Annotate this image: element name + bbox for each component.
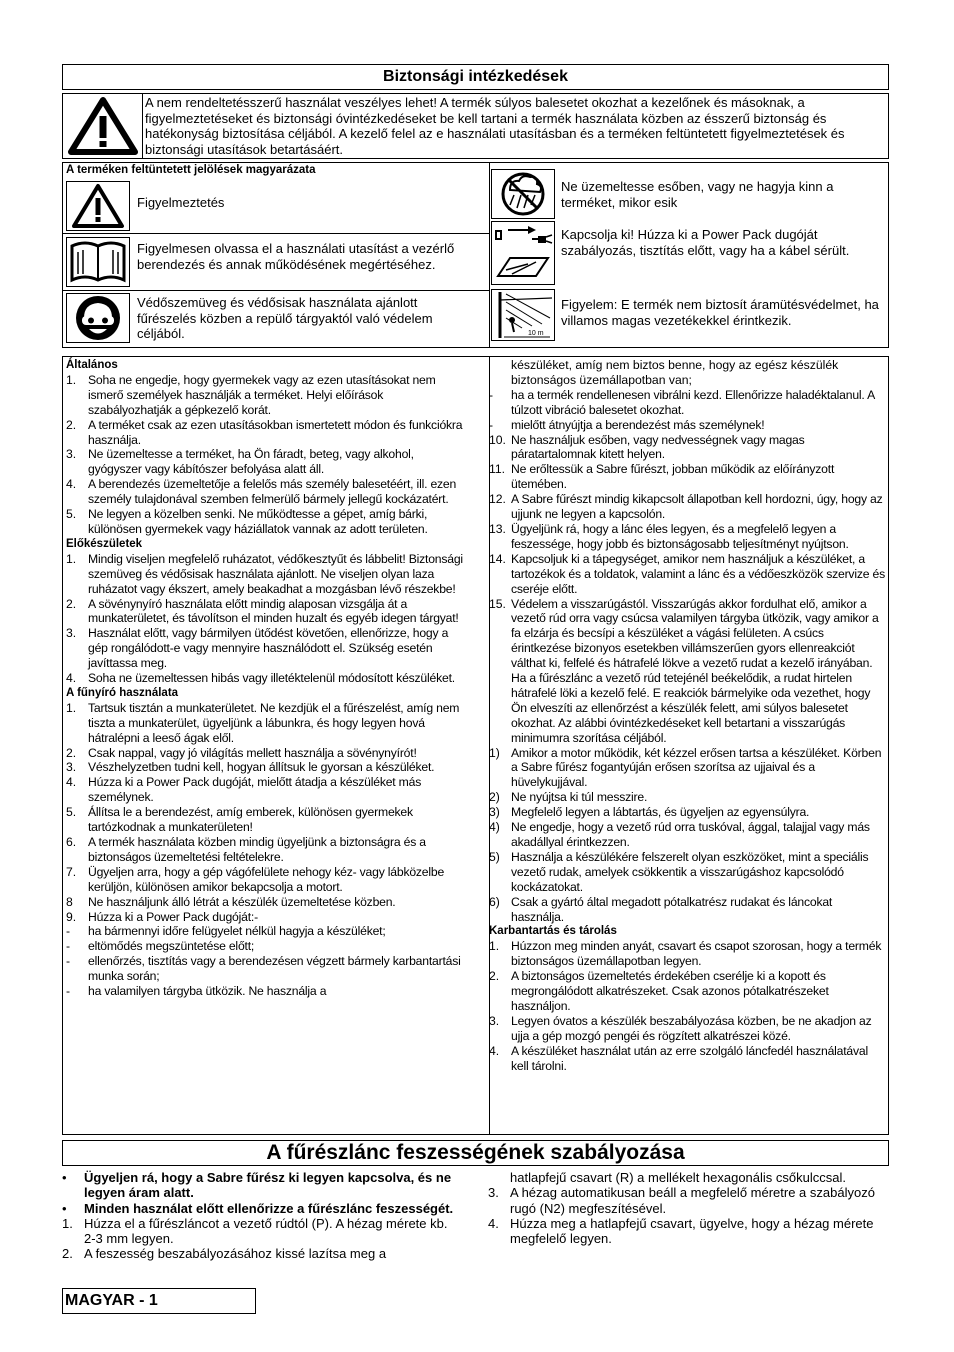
list-item-text: Húzza meg a hatlapfejű csavart, ügyelve, hogy a hézag mérete megfelelő legyen. bbox=[510, 1215, 874, 1247]
list-item-text: Állítsa le a berendezést, amíg emberek, különösen gyermekek tartózkodnak a munkaterületen! bbox=[88, 805, 413, 835]
list-item-text: Minden használat előtt ellenőrizze a fűrészlánc feszességét. bbox=[84, 1200, 454, 1216]
right-column bbox=[489, 358, 887, 1074]
list-item-number: 2) bbox=[489, 790, 500, 805]
list-item bbox=[66, 671, 466, 686]
symbol-text-unplug: Kapcsolja ki! Húzza ki a Power Pack dugóját szabályozás, tisztítás előtt, vagy ha a kábel sérült. bbox=[561, 227, 850, 258]
safety-title: Biztonsági intézkedések bbox=[62, 64, 889, 90]
list-item-text: A terméket csak az ezen utasításokban ismertetett módon és funkciókra használja. bbox=[88, 417, 463, 447]
list-item-number: 5) bbox=[489, 849, 500, 864]
list-item bbox=[66, 626, 466, 671]
list-item bbox=[489, 597, 887, 746]
list-item-text: Tartsuk tisztán a munkaterületet. Ne kezdjük el a fűrészelést, amíg nem tiszta a munkaterület, ügyeljünk a lábunkra, és hogy legyen hová hátralépni a leeső ágak elől. bbox=[88, 700, 460, 745]
list-item bbox=[489, 939, 887, 969]
list-item-number: - bbox=[489, 417, 494, 432]
list-item bbox=[66, 895, 466, 910]
list-item-number: 4. bbox=[489, 1043, 500, 1058]
section-use-title: A fűnyíró használata bbox=[66, 686, 179, 699]
list-item bbox=[66, 835, 466, 865]
list-item-number: 9. bbox=[66, 909, 77, 924]
list-item bbox=[66, 910, 466, 925]
list-item bbox=[62, 1246, 462, 1261]
list-item-number: - bbox=[66, 939, 71, 954]
list-item-number: 1. bbox=[66, 372, 77, 387]
list-item bbox=[489, 552, 887, 597]
list-item-text: Amikor a motor működik, két kézzel erősen tartsa a készüléket. Körben a Sabre fűrész fogantyúján erősen szorítsa az ujjaival és a hüvelykujjával. bbox=[511, 745, 882, 790]
list-item-number: - bbox=[489, 387, 494, 402]
list-item bbox=[66, 447, 466, 477]
chain-right-column bbox=[488, 1170, 888, 1246]
list-item-text: Ne használjunk álló létrát a készülék üzemeltetése közben. bbox=[88, 894, 396, 909]
section-maintenance-title: Karbantartás és tárolás bbox=[489, 925, 617, 938]
list-item bbox=[62, 1170, 462, 1201]
list-item bbox=[489, 522, 887, 552]
list-item-text: Kapcsoljuk ki a tápegységet, amikor nem használjuk a készüléket, a tartozékok és a toldatok, valamint a lánc és a védőeszközök szervize és cseréje előtt. bbox=[511, 551, 885, 596]
list-item-number: 6. bbox=[66, 835, 77, 849]
symbol-text-manual: Figyelmesen olvassa el a használati utasítást a vezérlő berendezés és annak működésének megértéséhez. bbox=[137, 241, 455, 272]
safety-instructions bbox=[62, 356, 889, 1135]
chain-tension-title: A fűrészlánc feszességének szabályozása bbox=[62, 1140, 889, 1166]
no-rain-icon bbox=[491, 169, 555, 219]
list-item-text: Csak nappal, vagy jó világítás mellett használja a sövénynyírót! bbox=[88, 745, 417, 760]
list-item-number: 11. bbox=[489, 462, 506, 477]
list-item-number: 14. bbox=[489, 551, 506, 566]
list-item-number: 15. bbox=[489, 596, 506, 611]
list-item-text: Használja a készülékére felszerelt olyan eszközöket, mint a speciális vezető rudak, amelyek csökkentik a visszarúgáshoz kapcsolódó kockázatokat. bbox=[511, 849, 869, 894]
list-item-text: A feszesség beszabályozásához kissé lazítsa meg a bbox=[84, 1246, 387, 1262]
list-item bbox=[489, 746, 887, 791]
list-item-number: • bbox=[62, 1200, 67, 1216]
warning-triangle-icon bbox=[66, 181, 130, 231]
list-item-text: mielőtt átnyújtja a berendezést más személynek! bbox=[511, 417, 765, 432]
list-item-text: Csak a gyártó által megadott pótalkatrész rudakat és láncokat használja. bbox=[511, 894, 833, 924]
list-item-text: Ne használjuk esőben, vagy nedvességnek vagy magas páratartalomnak kitett helyen. bbox=[511, 432, 805, 462]
list-item-number: 3. bbox=[66, 760, 77, 775]
list-item-number: 4. bbox=[488, 1215, 499, 1231]
list-item bbox=[489, 418, 887, 433]
list-item-number: - bbox=[66, 954, 71, 969]
list-item bbox=[66, 552, 466, 597]
list-item-text: Ne engedje, hogy a vezető rúd orra tuskóval, ággal, talajjal vagy más akadállyal érintkezzen. bbox=[511, 820, 870, 849]
list-item bbox=[66, 924, 466, 939]
list-item-text: Soha ne üzemeltessen hibás vagy illetéktelenül módosított készüléket. bbox=[88, 671, 455, 686]
list-item-number: 2. bbox=[489, 969, 500, 984]
list-item-number: 12. bbox=[489, 492, 506, 507]
symbol-text-no-rain: Ne üzemeltesse esőben, vagy ne hagyja kinn a terméket, mikor esik bbox=[561, 179, 834, 210]
list-item-text: ha bármennyi időre felügyelet nélkül hagyja a készüléket; bbox=[88, 924, 386, 939]
list-item-text: Megfelelő legyen a lábtartás, és ügyeljen az egyensúlyra. bbox=[511, 805, 810, 820]
list-item-text: A Sabre fűrészt mindig kikapcsolt állapotban kell hordozni, úgy, hogy az ujjunk ne legyen a kapcsolón. bbox=[511, 492, 883, 522]
list-item-number: 1. bbox=[489, 939, 500, 954]
list-item-number: 4) bbox=[489, 820, 500, 835]
symbol-text-warning: Figyelmeztetés bbox=[137, 195, 225, 210]
chain-left-column bbox=[62, 1170, 462, 1262]
page-footer: MAGYAR - 1 bbox=[62, 1288, 256, 1314]
list-item bbox=[489, 820, 887, 850]
list-item-number: 8 bbox=[66, 894, 73, 909]
list-item-number: 3. bbox=[66, 626, 77, 641]
list-item-text: Vészhelyzetben tudni kell, hogyan állítsuk le gyorsan a készüléket. bbox=[88, 760, 435, 775]
chain-continued-text: hatlapfejű csavart (R) a mellékelt hexagonális csőkulccsal. bbox=[510, 1170, 846, 1185]
list-item-number: 1) bbox=[489, 745, 500, 760]
intro-warning-row bbox=[62, 93, 889, 159]
symbol-text-helmet: Védőszemüveg és védősisak használata ajánlott fűrészelés közben a repülő tárgyaktól való védelem céljából. bbox=[137, 295, 433, 341]
safety-helmet-goggles-icon bbox=[66, 293, 130, 343]
list-item bbox=[489, 805, 887, 820]
list-item bbox=[489, 388, 887, 418]
list-item-number: 5. bbox=[66, 507, 77, 522]
list-item-text: Ügyeljen arra, hogy a gép vágófelülete nehogy kéz- vagy lábközelbe kerüljön, különösen amikor bekapcsolja a motort. bbox=[88, 864, 445, 894]
list-item bbox=[489, 1044, 887, 1074]
list-item-text: Húzza ki a Power Pack dugóját:- bbox=[88, 909, 258, 924]
list-item bbox=[66, 954, 466, 984]
list-item bbox=[489, 462, 887, 492]
list-item-text: ha valamilyen tárgyba ütközik. Ne használja a bbox=[88, 984, 327, 999]
list-item-number: 13. bbox=[489, 521, 506, 536]
list-item-number: 3. bbox=[488, 1185, 499, 1201]
list-item bbox=[66, 865, 466, 895]
list-item-number: 2. bbox=[62, 1246, 73, 1262]
list-item-text: Ügyeljen rá, hogy a Sabre fűrész ki legyen kapcsolva, és ne legyen áram alatt. bbox=[84, 1170, 452, 1201]
list-item-text: A termék használata közben mindig ügyeljünk a biztonságra és a biztonságos üzemeltetési feltételekre. bbox=[88, 835, 426, 864]
list-item-number: 2. bbox=[66, 417, 77, 432]
power-line-icon bbox=[491, 289, 555, 341]
list-item-number: 4. bbox=[66, 671, 77, 686]
list-item-text: Ne üzemeltesse a terméket, ha Ön fáradt, beteg, vagy alkohol, gyógyszer vagy kábítószer befolyása alatt áll. bbox=[88, 447, 414, 477]
list-item bbox=[66, 939, 466, 954]
list-item bbox=[66, 477, 466, 507]
list-item-text: A készüléket használat után az erre szolgáló láncfedél használatával kell tárolni. bbox=[511, 1043, 868, 1073]
list-item bbox=[66, 805, 466, 835]
list-item bbox=[489, 492, 887, 522]
list-item bbox=[66, 775, 466, 805]
list-item-text: Ne erőltessük a Sabre fűrészt, jobban működik az előírányzott ütemében. bbox=[511, 462, 835, 492]
list-item bbox=[62, 1216, 462, 1247]
list-item-text: A biztonságos üzemeltetés érdekében cserélje ki a kopott és megrongálódott alkatrészeket. Csak azonos pótalkatrészeket használjon. bbox=[511, 969, 829, 1013]
list-item-text: Húzzon meg minden anyát, csavart és csapot szorosan, hogy a termék biztonságos üzemállapotban legyen. bbox=[511, 939, 882, 969]
list-item-number: 3. bbox=[489, 1013, 500, 1028]
list-item bbox=[488, 1216, 888, 1247]
list-item-text: Ne legyen a közelben senki. Ne működtesse a gépet, amíg bárki, különösen gyermekek vagy háziállatok vannak az adott területen. bbox=[88, 507, 428, 536]
warning-triangle-icon bbox=[63, 94, 143, 158]
list-item-number: 6) bbox=[489, 894, 500, 909]
list-item-number: 2. bbox=[66, 596, 77, 611]
list-item-number: 7. bbox=[66, 864, 77, 879]
list-item-text: Ne nyújtsa ki túl messzire. bbox=[511, 790, 648, 805]
list-item-text: Húzza el a fűrészláncot a vezető rúdtól (P). A hézag mérete kb. 2-3 mm legyen. bbox=[84, 1215, 448, 1247]
list-item-number: 10. bbox=[489, 432, 506, 447]
list-item-number: • bbox=[62, 1170, 67, 1185]
list-item-text: A berendezés üzemeltetője a felelős más személy balesetéért, ill. ezen személy tulajdonával szemben felmerülő bármely jellegű kockázatért. bbox=[88, 477, 457, 507]
list-item-number: - bbox=[66, 984, 71, 999]
list-item-text: Legyen óvatos a készülék beszabályozása közben, be ne akadjon az ujja a gép mozgó pengéi és rögzített alkatrészei közé. bbox=[511, 1013, 872, 1043]
list-item bbox=[489, 790, 887, 805]
symbol-table bbox=[62, 162, 889, 348]
list-item bbox=[62, 1201, 462, 1216]
section-prep-title: Előkészületek bbox=[66, 537, 143, 550]
list-item-text: Ügyeljünk rá, hogy a lánc éles legyen, és a megfelelő legyen a feszessége, hogy jobb és biztonságosabb teljesítményt nyújtson. bbox=[511, 521, 849, 551]
list-item-number: 4. bbox=[66, 775, 77, 790]
list-item bbox=[489, 969, 887, 1014]
list-item bbox=[489, 1014, 887, 1044]
list-item bbox=[66, 701, 466, 746]
list-item bbox=[66, 760, 466, 775]
list-item bbox=[488, 1185, 888, 1216]
symbol-text-power-line: Figyelem: E termék nem biztosít áramütésvédelmet, ha villamos magas vezetékekkel érintkezik. bbox=[561, 297, 879, 328]
list-item bbox=[489, 433, 887, 463]
open-book-icon bbox=[66, 237, 130, 287]
list-item-number: 5. bbox=[66, 805, 77, 820]
list-item bbox=[489, 895, 887, 925]
list-item-number: 1. bbox=[66, 700, 77, 715]
list-item-number: 4. bbox=[66, 477, 77, 492]
section-general-title: Általános bbox=[66, 359, 118, 371]
symbols-header: A terméken feltüntetett jelölések magyarázata bbox=[66, 164, 316, 176]
list-item bbox=[66, 373, 466, 418]
list-item-number: 3) bbox=[489, 805, 500, 820]
unplug-icon bbox=[491, 221, 555, 285]
list-item-number: 1. bbox=[62, 1215, 73, 1231]
list-item-text: Védelem a visszarúgástól. Visszarúgás akkor fordulhat elő, amikor a vezető rúd orra vagy csúcsa valamilyen tárgyba ütközik, vagy amikor a fa elzárja és becsípi a készüléket a vágási felületen. A csúcs érintkezése bizonyos esetekben villámszerűen gyors ellenreakciót válthat ki, felfelé és hátrafelé lökve a vezető rudat a kezelő irányában. Ha a fűrészlánc a vezető rúd tetejénél beékelődik, a rudat hirtelen hátrafelé löki a kezelő felé. E reakciók bármelyike oda vezethet, hogy Ön elveszíti az ellenőrzést a készülék felett, ami súlyos balesetet okozhat. Az alábbi óvintézkedéseket kell betartani a visszarúgás minimumra szorítása céljából. bbox=[511, 596, 879, 745]
intro-text: A nem rendeltetésszerű használat veszélyes lehet! A termék súlyos balesetet okozhat a kezelőnek és másoknak, a figyelmeztetéseket és biztonsági óvintézkedéseket be kell tartani a termék használata közben az ésszerű biztonság és hatékonyság biztosítása céljából. A kezelő felel az e használati utasításban és a terméken feltüntetett figyelmeztetések és biztonsági utasítások betartásáért. bbox=[145, 95, 845, 157]
list-item bbox=[66, 984, 466, 999]
list-item-text: ellenőrzés, tisztítás vagy a berendezésen végzett bármely karbantartási munka során; bbox=[88, 954, 461, 984]
list-item-number: 3. bbox=[66, 447, 77, 462]
list-item-number: 2. bbox=[66, 745, 77, 760]
list-item-text: Használat előtt, vagy bármilyen ütődést követően, ellenőrizze, hogy a gép rongálódott-e vagy mennyire használódott el. Szükség esetén javíttassa meg. bbox=[88, 626, 449, 671]
list-item-text: Mindig viseljen megfelelő ruházatot, védőkesztyűt és lábbelit! Biztonsági szemüveg és védősisak használata ajánlott. Ne viseljen olyan laza ruházatot vagy ékszert, amely beakadhat a mozgásban lévő részekbe! bbox=[88, 551, 463, 596]
list-item-text: Húzza ki a Power Pack dugóját, mielőtt átadja a készüléket más személynek. bbox=[88, 775, 422, 805]
list-item-text: ha a termék rendellenesen vibrálni kezd. Ellenőrizze haladéktalanul. A túlzott vibráció balesetet okozhat. bbox=[511, 387, 875, 417]
list-item bbox=[66, 597, 466, 627]
list-item-text: A sövénynyíró használata előtt mindig alaposan vizsgálja át a munkaterületet, és távolítson el minden huzalt és egyéb idegen tárgyat! bbox=[88, 596, 459, 626]
list-item-number: - bbox=[66, 924, 71, 939]
list-item bbox=[66, 507, 466, 537]
list-item-number: 1. bbox=[66, 551, 77, 566]
power-line-distance-label: 10 m bbox=[528, 330, 544, 337]
continued-text: készüléket, amíg nem biztos benne, hogy az egész készülék biztonságos üzemállapotban van; bbox=[511, 358, 839, 387]
list-item-text: Soha ne engedje, hogy gyermekek vagy az ezen utasításokat nem ismerő személyek használják a terméket. Helyi előírások szabályozhatják a gépkezelő korát. bbox=[88, 372, 436, 417]
list-item-text: eltömődés megszüntetése előtt; bbox=[88, 939, 255, 954]
list-item-text: A hézag automatikusan beáll a megfelelő méretre a szabályozó rugó (N2) megfeszítésével. bbox=[510, 1185, 875, 1216]
list-item bbox=[66, 418, 466, 448]
list-item bbox=[66, 746, 466, 761]
list-item bbox=[489, 850, 887, 895]
left-column bbox=[66, 358, 466, 999]
